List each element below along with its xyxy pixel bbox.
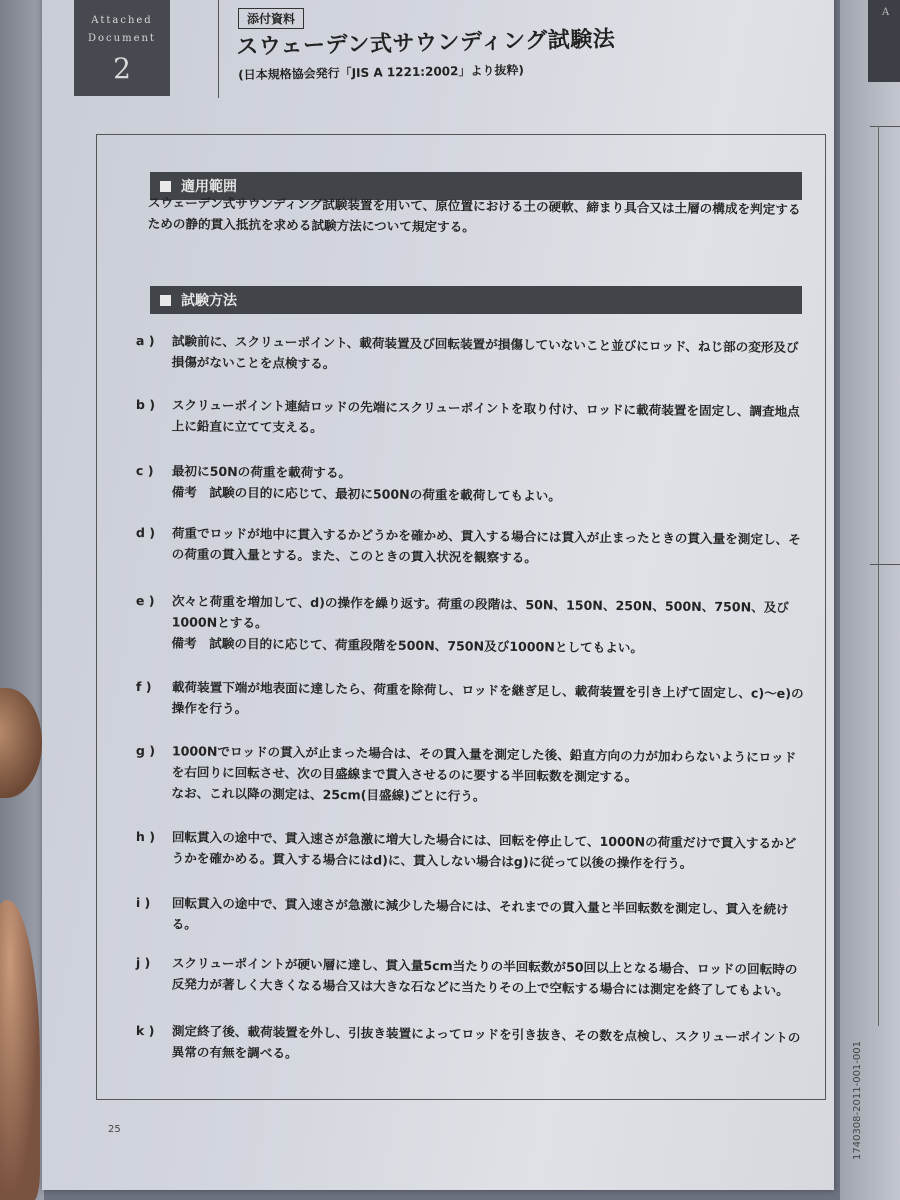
item-letter: g ): [135, 742, 156, 759]
item-text: 回転貫入の途中で、貫入速さが急激に減少した場合には、それまでの貫入量と半回転数を測定し、貫入を続ける。: [171, 895, 789, 932]
badge-number: 2: [113, 52, 131, 85]
item-text: 回転貫入の途中で、貫入速さが急激に増大した場合には、回転を停止して、1000Nの荷重だけで貫入するかどうかを確かめる。貫入する場合にはd)に、貫入しない場合はg)に従って以後の操作を行う。: [171, 829, 797, 871]
item-letter: a ): [135, 332, 155, 349]
square-bullet-icon: [160, 181, 171, 192]
item-letter: c ): [135, 462, 154, 479]
method-item-h: [136, 826, 808, 875]
page-subtitle: (日本規格協会発行「JIS A 1221:2002」より抜粋): [238, 63, 525, 82]
item-letter: b ): [135, 396, 156, 413]
method-item-d: [136, 522, 808, 571]
item-text: 荷重でロッドが地中に貫入するかどうかを確かめ、貫入する場合には貫入が止まったときの貫入量を測定し、その荷重の貫入量とする。また、このときの貫入状況を観察する。: [171, 525, 801, 566]
item-text: スクリューポイントが硬い層に達し、貫入量5cm当たりの半回転数が50回以上となる場合、ロッドの回転時の反発力が著しく大きくなる場合又は大きな石などに当たりその上で空転する場合には測定を終了してもよい。: [171, 955, 798, 998]
facing-page-rule: [870, 564, 900, 565]
page-title: スウェーデン式サウンディング試験法: [236, 27, 616, 60]
facing-page: [840, 0, 900, 1200]
item-text: 1000Nでロッドの貫入が止まった場合は、その貫入量を測定した後、鉛直方向の力が加わらないようにロッドを右回りに回転させ、次の目盛線まで貫入させるのに要する半回転数を測定する。: [171, 743, 797, 785]
item-note: なお、これ以降の測定は、25cm(目盛線)ごとに行う。: [171, 785, 486, 804]
method-item-a: [136, 330, 808, 379]
section-heading-text: 適用範囲: [181, 179, 237, 195]
item-letter: f ): [135, 678, 152, 695]
item-text: 次々と荷重を増加して、d)の操作を繰り返す。荷重の段階は、50N、150N、250N、500N、750N、及び1000Nとする。: [171, 593, 790, 631]
method-item-e: [135, 590, 808, 660]
item-letter: h ): [135, 828, 156, 845]
method-item-c: [136, 460, 808, 509]
method-item-g: [135, 740, 808, 810]
facing-page-rule: [870, 126, 900, 127]
method-item-b: [136, 394, 808, 443]
method-item-j: [136, 952, 808, 1001]
method-item-i: [136, 892, 808, 941]
item-note: 備考 試験の目的に応じて、荷重段階を500N、750N及び1000Nとしてもよい。: [171, 635, 644, 656]
item-letter: d ): [135, 524, 156, 541]
item-text: 測定終了後、載荷装置を外し、引抜き装置によってロッドを引き抜き、その数を点検し、スクリューポイントの異常の有無を調べる。: [171, 1023, 801, 1061]
side-code: 1740308-2011-001-001: [852, 1041, 863, 1160]
scope-paragraph: スウェーデン式サウンディング試験装置を用いて、原位置における土の硬軟、締まり具合又は土層の構成を判定するための静的貫入抵抗を求める試験方法について規定する。: [147, 194, 801, 235]
item-letter: e ): [135, 592, 155, 609]
item-text: 試験前に、スクリューポイント、載荷装置及び回転装置が損傷していないこと並びにロッド、ねじ部の変形及び損傷がないことを点検する。: [171, 333, 799, 372]
item-letter: k ): [135, 1022, 155, 1039]
badge-label-line2: Document: [88, 33, 156, 44]
page-number: 25: [108, 1124, 121, 1135]
item-letter: i ): [135, 894, 151, 911]
facing-page-vline: [878, 126, 879, 1026]
item-text: スクリューポイント連結ロッドの先端にスクリューポイントを取り付け、ロッドに載荷装置を固定し、調査地点上に鉛直に立てて支える。: [171, 397, 800, 435]
method-item-k: [136, 1020, 808, 1069]
attached-document-badge: [74, 0, 170, 96]
item-text: 載荷装置下端が地表面に達したら、荷重を除荷し、ロッドを継ぎ足し、載荷装置を引き上げて固定し、c)～e)の操作を行う。: [171, 679, 804, 717]
method-item-f: [136, 676, 808, 725]
facing-page-tab-text: A: [882, 7, 890, 18]
square-bullet-icon: [160, 295, 171, 306]
item-letter: j ): [135, 954, 151, 971]
section-heading-text: 試験方法: [181, 293, 237, 309]
header-divider: [218, 0, 219, 98]
section-heading-method: [150, 286, 802, 314]
facing-page-tab: [868, 0, 900, 82]
badge-label-line1: Attached: [91, 15, 153, 26]
item-text: 最初に50Nの荷重を載荷する。: [171, 463, 352, 481]
item-note: 備考 試験の目的に応じて、最初に500Nの荷重を載荷してもよい。: [171, 484, 561, 504]
document-tag: 添付資料: [238, 8, 304, 29]
